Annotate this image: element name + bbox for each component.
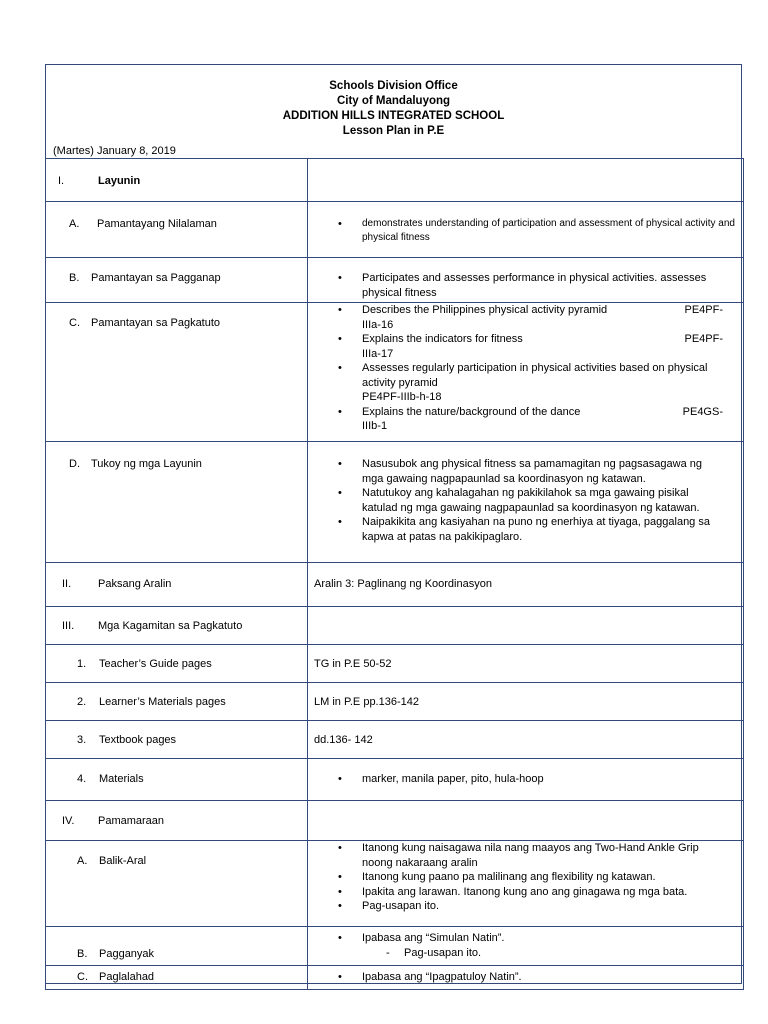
topic-value: Aralin 3: Paglinang ng Koordinasyon — [314, 578, 492, 590]
list-item: • Naipakikita ang kasiyahan na puno ng enerhiya at tiyaga, paggalang sa kapwa at patas na pakikipaglaro. — [308, 515, 715, 544]
row-number: III. — [62, 620, 75, 632]
row-label: Pagganyak — [99, 948, 155, 960]
row-label: Balik-Aral — [99, 855, 147, 867]
table-row — [46, 759, 744, 801]
competency-code: PE4GS- — [682, 405, 723, 418]
competency-code: PE4PF- — [684, 333, 723, 345]
bullet-list — [308, 841, 743, 914]
row-label: Learner’s Materials pages — [99, 696, 226, 708]
bullet-list — [308, 442, 743, 544]
lesson-plan-table — [45, 158, 744, 990]
table-row — [46, 159, 744, 202]
list-item: • Ipabasa ang “Simulan Natin”. — [308, 931, 743, 946]
bullet-list — [308, 927, 743, 946]
row-label: Pamantayan sa Pagkatuto — [91, 317, 221, 329]
list-item — [308, 303, 723, 332]
row-number: C. — [77, 971, 88, 983]
document-header — [46, 79, 741, 139]
textbook-value: dd.136- 142 — [314, 734, 373, 746]
table-row — [46, 645, 744, 683]
row-label: Pamamaraan — [98, 815, 165, 827]
table-row — [46, 202, 744, 258]
objective-text: • Assesses regularly participation in physical activities based on physical activity pyramid — [362, 362, 708, 389]
row-number: B. — [69, 272, 80, 284]
list-item: • Participates and assesses performance in physical activities. assesses physical fitness — [308, 271, 729, 300]
lm-value: LM in P.E pp.136-142 — [314, 696, 419, 708]
bullet-list — [308, 202, 743, 245]
row-number: B. — [77, 948, 88, 960]
table-row — [46, 721, 744, 759]
competency-code: PE4PF- — [684, 304, 723, 316]
row-label: Teacher’s Guide pages — [99, 658, 212, 670]
row-label: Layunin — [98, 175, 141, 187]
row-label: Paglalahad — [99, 971, 155, 983]
list-item: • demonstrates understanding of participation and assessment of physical activity and physical fitness — [308, 217, 735, 245]
table-row — [46, 927, 744, 966]
row-number: D. — [69, 458, 80, 470]
list-item: • Itanong kung naisagawa nila nang maayos ang Two-Hand Ankle Grip noong nakaraang aralin — [308, 841, 719, 870]
table-row — [46, 683, 744, 721]
table-row — [46, 563, 744, 607]
row-number: 2. — [77, 696, 87, 708]
header-line-1: Schools Division Office — [329, 80, 458, 92]
competency-code: IIIa-16 — [362, 318, 394, 331]
row-label: Pamantayan sa Pagganap — [91, 272, 221, 284]
row-label: Pamantayang Nilalaman — [97, 218, 217, 230]
tg-value: TG in P.E 50-52 — [314, 658, 392, 670]
table-row — [46, 801, 744, 841]
competency-code: IIIb-1 — [362, 420, 388, 432]
row-number: 3. — [77, 734, 87, 746]
objective-text: • Explains the nature/background of the dance — [362, 405, 581, 418]
list-item: • Itanong kung paano pa malilinang ang flexibility ng katawan. — [308, 870, 719, 885]
competency-code: PE4PF-IIIb-h-18 — [362, 391, 442, 403]
row-number: 1. — [77, 658, 87, 670]
list-item: • Natutukoy ang kahalagahan ng pakikilahok sa mga gawaing pisikal katulad ng mga gawaing nagpapaunlad sa koordinasyon ng katawan. — [308, 486, 715, 515]
row-label: Textbook pages — [99, 734, 177, 746]
row-number: II. — [62, 578, 72, 590]
lesson-date: (Martes) January 8, 2019 — [53, 145, 176, 157]
row-label: Tukoy ng mga Layunin — [91, 458, 202, 470]
row-number: I. — [58, 175, 65, 187]
bullet-list — [308, 759, 743, 787]
sub-item: - Pag-usapan ito. — [308, 946, 743, 961]
objective-text: • Explains the indicators for fitness — [362, 333, 523, 345]
list-item: • marker, manila paper, pito, hula-hoop — [308, 772, 743, 787]
bullet-list — [308, 303, 743, 434]
row-label: Materials — [99, 773, 144, 785]
row-number: A. — [77, 855, 88, 867]
table-row — [46, 607, 744, 645]
table-row — [46, 966, 744, 990]
header-line-2: City of Mandaluyong — [336, 95, 451, 107]
list-item: • Ipakita ang larawan. Itanong kung ano ang ginagawa ng mga bata. — [308, 885, 719, 900]
row-number: IV. — [62, 815, 75, 827]
row-label: Mga Kagamitan sa Pagkatuto — [98, 620, 243, 632]
list-item — [308, 361, 723, 405]
row-number: C. — [69, 317, 80, 329]
table-row — [46, 841, 744, 927]
header-line-3: ADDITION HILLS INTEGRATED SCHOOL — [282, 110, 505, 122]
header-line-4: Lesson Plan in P.E — [342, 125, 445, 137]
row-number: 4. — [77, 773, 87, 785]
objective-text: • Describes the Philippines physical activity pyramid — [362, 304, 608, 316]
table-row — [46, 258, 744, 303]
list-item: • Nasusubok ang physical fitness sa pamamagitan ng pagsasagawa ng mga gawaing nagpapaunlad sa koordinasyon ng katawan. — [308, 457, 715, 486]
row-label: Paksang Aralin — [98, 578, 172, 590]
list-item: • Ipabasa ang “Ipagpatuloy Natin”. — [308, 970, 743, 985]
list-item — [308, 405, 723, 434]
table-row — [46, 442, 744, 563]
lesson-plan-document — [45, 64, 742, 984]
table-row — [46, 303, 744, 442]
bullet-list — [308, 966, 743, 985]
bullet-list — [308, 258, 743, 300]
list-item: • Pag-usapan ito. — [308, 899, 719, 914]
list-item — [308, 332, 723, 361]
competency-code: IIIa-17 — [362, 347, 394, 360]
row-number: A. — [69, 218, 80, 230]
